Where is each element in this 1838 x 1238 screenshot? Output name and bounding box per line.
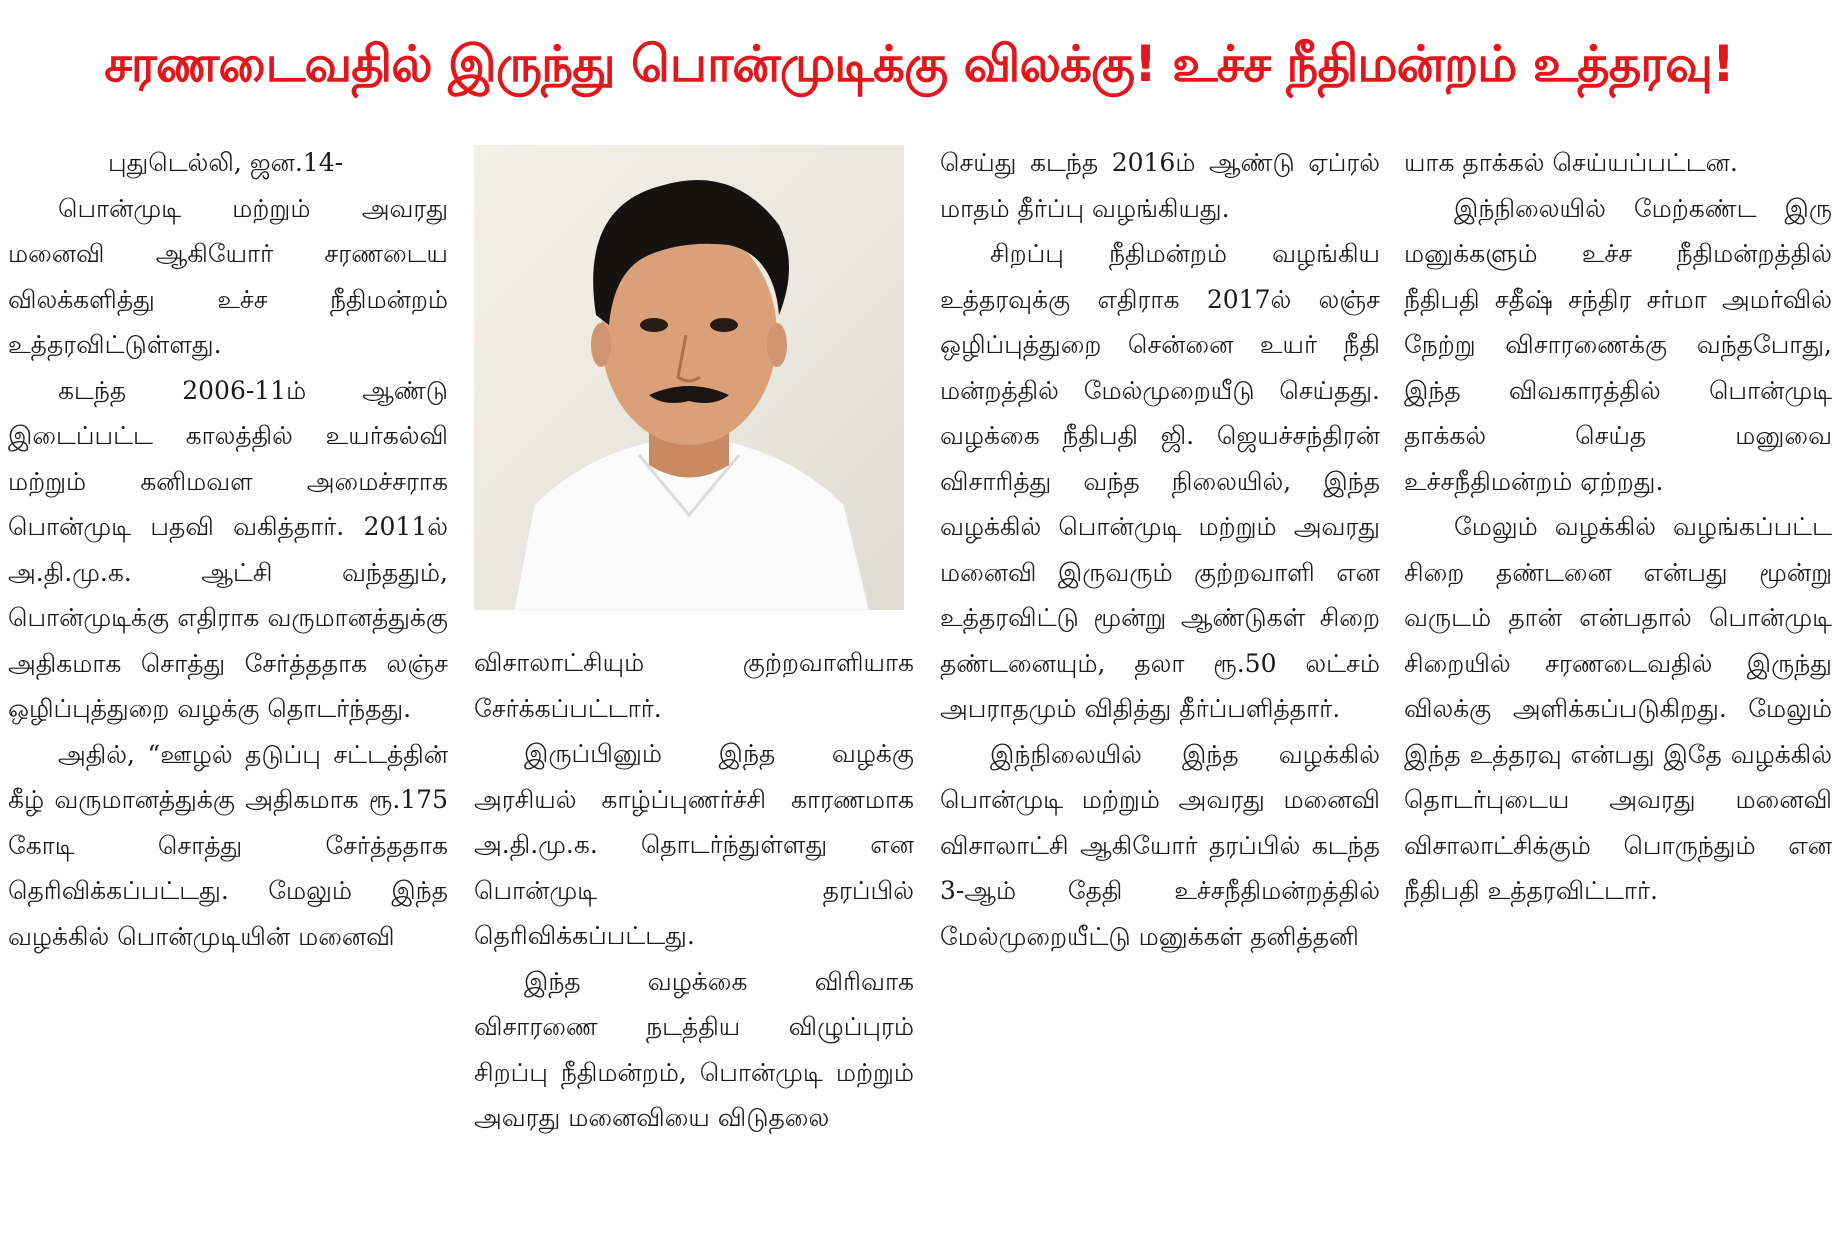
dateline: புதுடெல்லி, ஜன.14-: [108, 148, 344, 177]
article-column-3: [940, 140, 1380, 1230]
paragraph: பொன்முடி மற்றும் அவரது மனைவி ஆகியோர் சரணடைய விலக்களித்து உச்ச நீதிமன்றம் உத்தரவிட்டுள்ளது.: [8, 193, 448, 359]
paragraph: கடந்த 2006-11ம் ஆண்டு இடைப்பட்ட காலத்தில் உயர்கல்வி மற்றும் கனிமவள அமைச்சராக பொன்முடி பதவி வகித்தார். 2011ல் அ.தி.மு.க. ஆட்சி வந்ததும், பொன்முடிக்கு எதிராக வருமானத்துக்கு அதிகமாக சொத்து சேர்த்ததாக லஞ்ச ஒழிப்புத்துறை வழக்கு தொடர்ந்தது.: [8, 375, 448, 723]
article-column-4: [1404, 140, 1832, 1230]
headline: சரணடைவதில் இருந்து பொன்முடிக்கு விலக்கு! உச்ச நீதிமன்றம் உத்தரவு!: [104, 35, 1734, 93]
paragraph: அதில், “ஊழல் தடுப்பு சட்டத்தின் கீழ் வருமானத்துக்கு அதிகமாக ரூ.175 கோடி சொத்து சேர்த்ததாக தெரிவிக்கப்பட்டது. மேலும் இந்த வழக்கில் பொன்முடியின் மனைவி: [8, 739, 448, 951]
paragraph: மேலும் வழக்கில் வழங்கப்பட்ட சிறை தண்டனை என்பது மூன்று வருடம் தான் என்பதால் பொன்முடி சிறையில் சரணடைவதில் இருந்து விலக்கு அளிக்கப்படுகிறது. மேலும் இந்த உத்தரவு என்பது இதே வழக்கில் தொடர்புடைய அவரது மனைவி விசாலாட்சிக்கும் பொருந்தும் என நீதிபதி உத்தரவிட்டார்.: [1404, 512, 1832, 905]
paragraph: விசாலாட்சியும் குற்றவாளியாக சேர்க்கப்பட்டார்.: [474, 648, 914, 723]
article-column-1: [8, 140, 448, 1230]
portrait-illustration: [474, 145, 904, 610]
paragraph: இந்நிலையில் இந்த வழக்கில் பொன்முடி மற்றும் அவரது மனைவி விசாலாட்சி ஆகியோர் தரப்பில் கடந்த 3-ஆம் தேதி உச்சநீதிமன்றத்தில் மேல்முறையீட்டு மனுக்கள் தனித்தனி: [940, 739, 1380, 951]
portrait-photo: [474, 145, 904, 610]
paragraph: இருப்பினும் இந்த வழக்கு அரசியல் காழ்ப்புணர்ச்சி காரணமாக அ.தி.மு.க. தொடர்ந்துள்ளது என பொன்முடி தரப்பில் தெரிவிக்கப்பட்டது.: [474, 739, 914, 950]
article-column-2: [474, 140, 914, 1230]
paragraph: இந்த வழக்கை விரிவாக விசாரணை நடத்திய விழுப்புரம் சிறப்பு நீதிமன்றம், பொன்முடி மற்றும் அவரது மனைவியை விடுதலை: [474, 966, 914, 1132]
paragraph: செய்து கடந்த 2016ம் ஆண்டு ஏப்ரல் மாதம் தீர்ப்பு வழங்கியது.: [940, 148, 1380, 223]
paragraph: சிறப்பு நீதிமன்றம் வழங்கிய உத்தரவுக்கு எதிராக 2017ல் லஞ்ச ஒழிப்புத்துறை சென்னை உயர் நீதி மன்றத்தில் மேல்முறையீடு செய்தது. வழக்கை நீதிபதி ஜி. ஜெயச்சந்திரன் விசாரித்து வந்த நிலையில், இந்த வழக்கில் பொன்முடி மற்றும் அவரது மனைவி இருவரும் குற்றவாளி என உத்தரவிட்டு மூன்று ஆண்டுகள் சிறை தண்டனையும், தலா ரூ.50 லட்சம் அபராதமும் விதித்து தீர்ப்பளித்தார்.: [940, 239, 1380, 723]
paragraph: யாக தாக்கல் செய்யப்பட்டன.: [1404, 148, 1738, 177]
paragraph: இந்நிலையில் மேற்கண்ட இரு மனுக்களும் உச்ச நீதிமன்றத்தில் நீதிபதி சதீஷ் சந்திர சர்மா அமர்வில் நேற்று விசாரணைக்கு வந்தபோது, இந்த விவகாரத்தில் பொன்முடி தாக்கல் செய்த மனுவை உச்சநீதிமன்றம் ஏற்றது.: [1404, 193, 1832, 496]
